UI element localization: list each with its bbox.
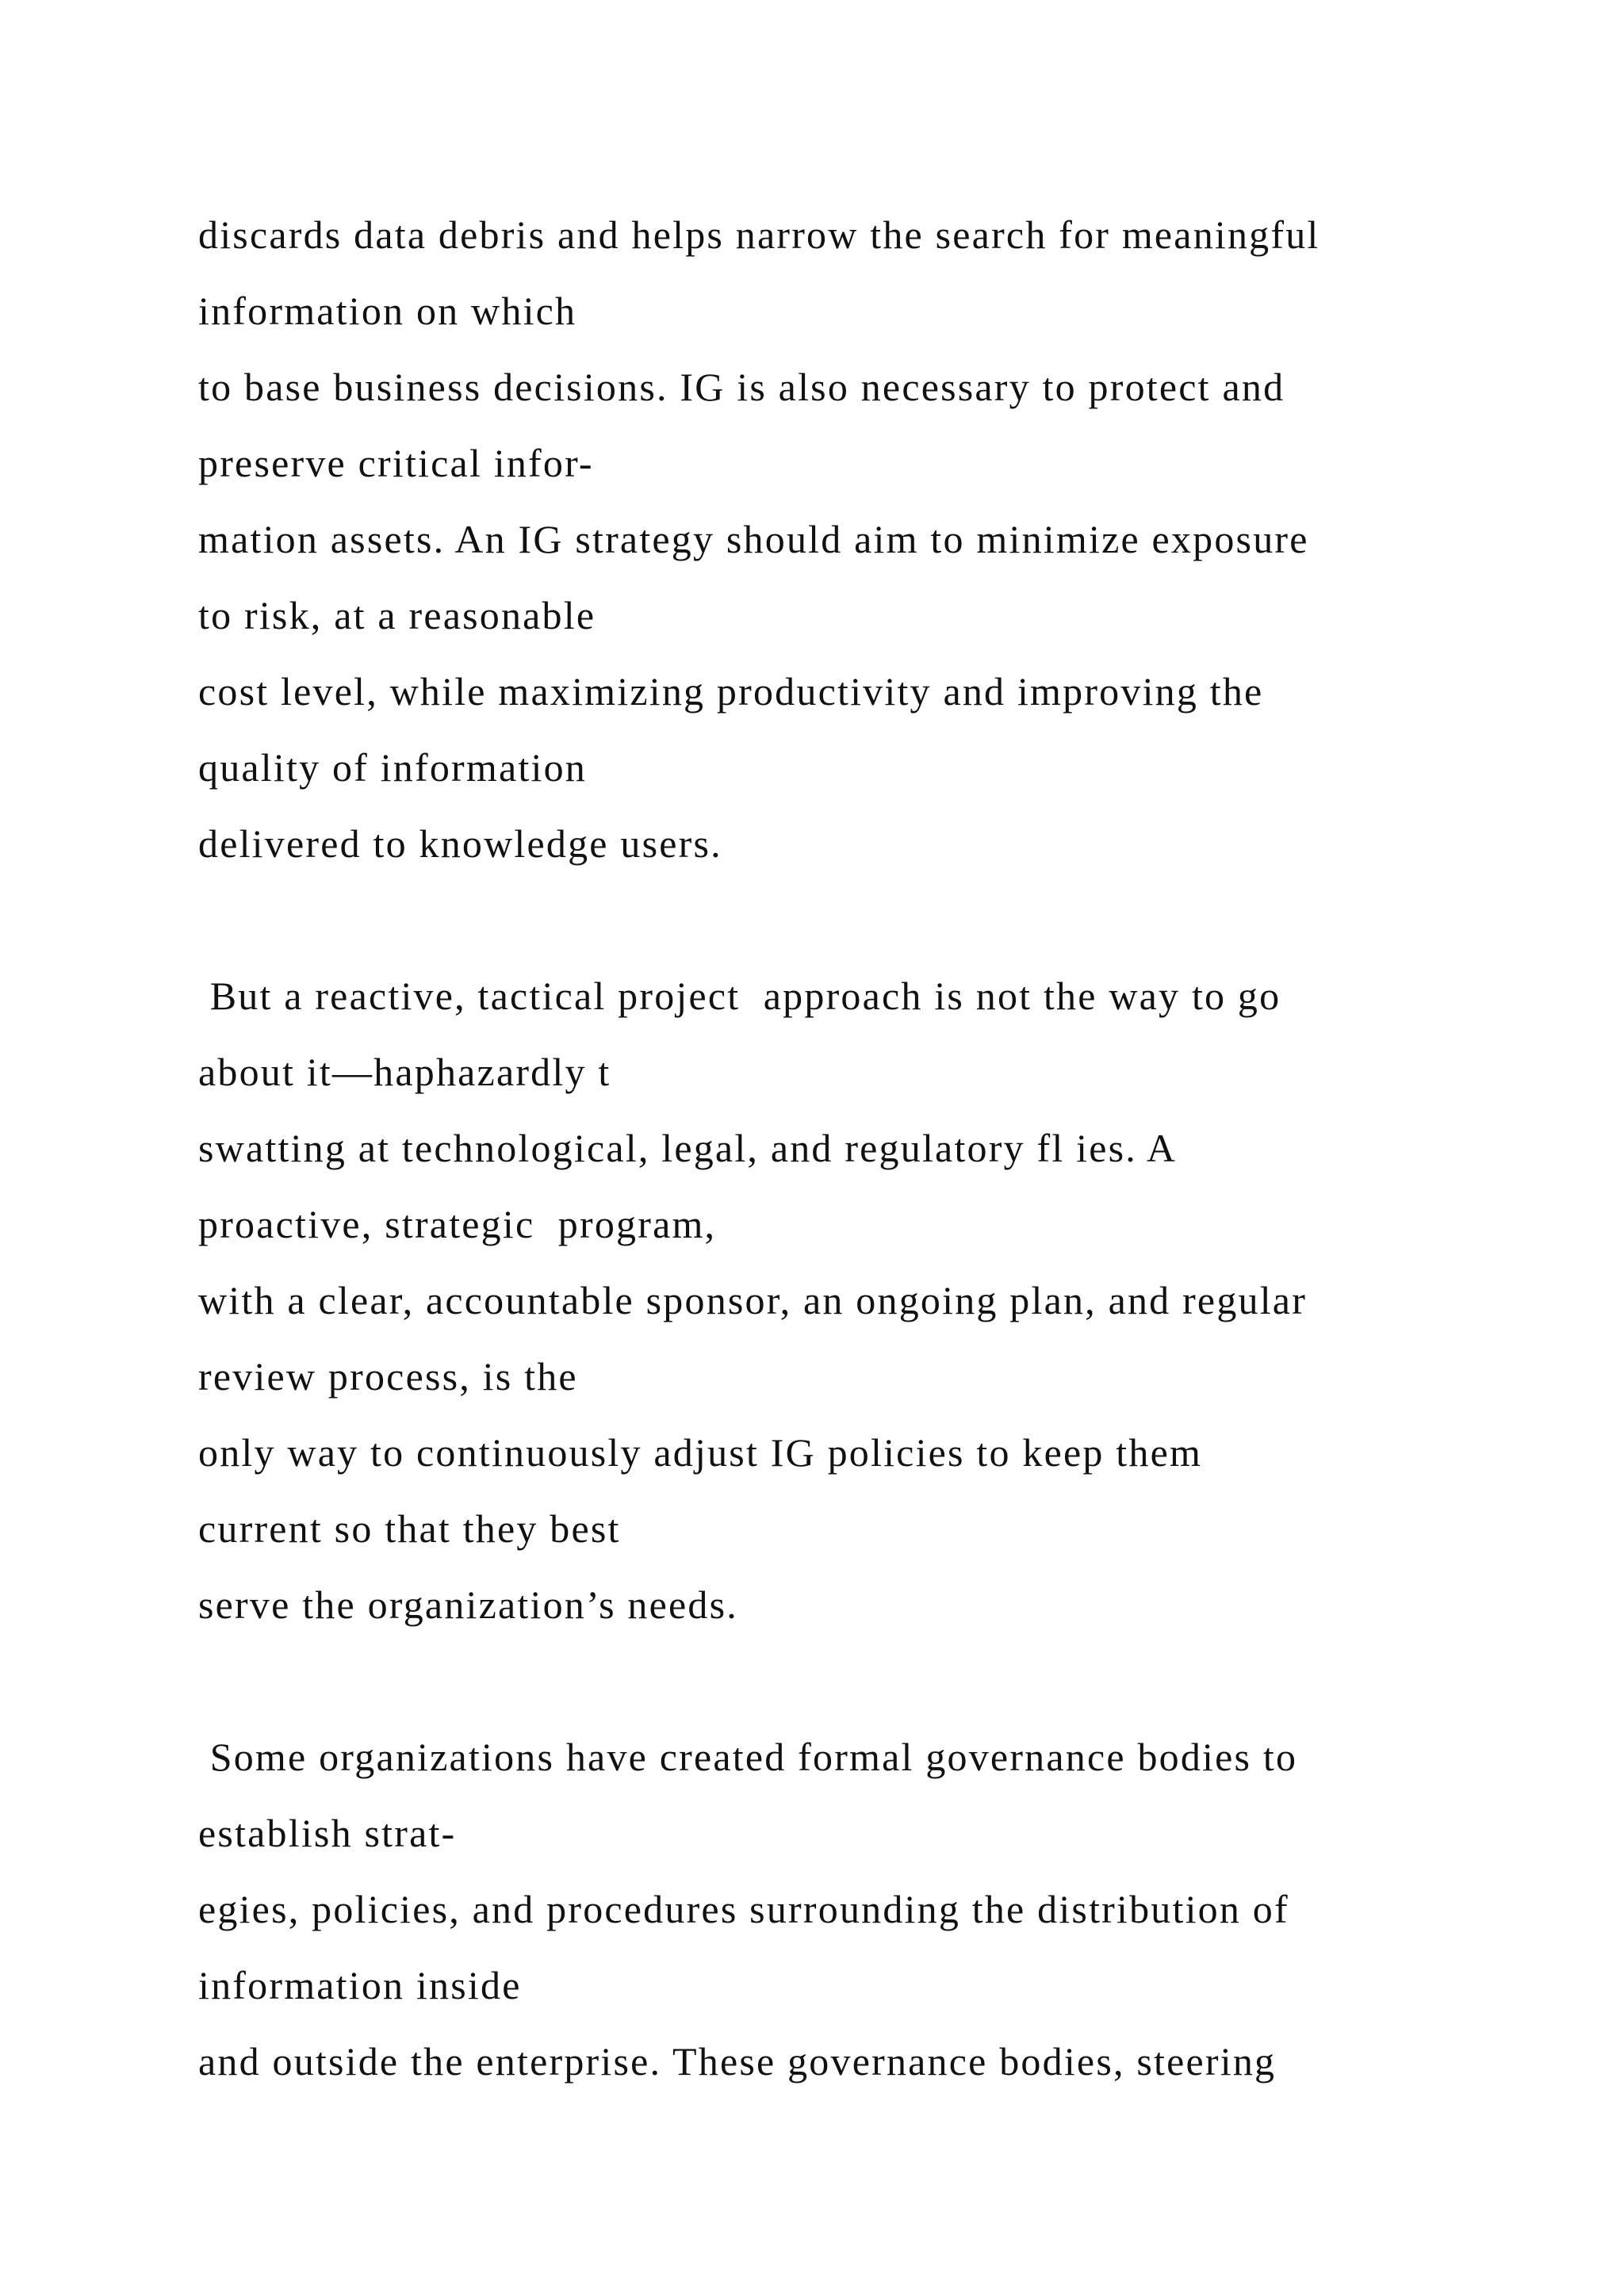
paragraph-gap <box>198 1643 1546 1719</box>
text-line: swatting at technological, legal, and regulatory fl ies. A <box>198 1126 1178 1170</box>
text-line: only way to continuously adjust IG policies to keep them <box>198 1430 1203 1475</box>
text-line: serve the organization’s needs. <box>198 1582 738 1627</box>
text-line: delivered to knowledge users. <box>198 821 722 866</box>
text-line: information inside <box>198 1963 522 2007</box>
text-line: proactive, strategic program, <box>198 1202 717 1246</box>
paragraph-gap <box>198 882 1546 958</box>
text-line: But a reactive, tactical project approach is not the way to go <box>198 974 1281 1018</box>
text-line: mation assets. An IG strategy should aim to minimize exposure <box>198 517 1309 561</box>
text-line: egies, policies, and procedures surrounding the distribution of <box>198 1887 1289 1931</box>
text-line: and outside the enterprise. These governance bodies, steering <box>198 2039 1277 2084</box>
text-line: to base business decisions. IG is also necessary to protect and <box>198 365 1285 409</box>
text-line: current so that they best <box>198 1506 621 1551</box>
text-line: to risk, at a reasonable <box>198 593 596 637</box>
text-line: quality of information <box>198 745 587 790</box>
text-line: with a clear, accountable sponsor, an ongoing plan, and regular <box>198 1278 1308 1322</box>
document-body <box>198 197 1546 2099</box>
text-line: discards data debris and helps narrow the search for meaningful <box>198 212 1320 257</box>
text-line: Some organizations have created formal governance bodies to <box>198 1735 1298 1779</box>
text-line: cost level, while maximizing productivity and improving the <box>198 669 1264 714</box>
text-line: establish strat- <box>198 1811 457 1855</box>
text-line: information on which <box>198 289 577 333</box>
text-line: review process, is the <box>198 1354 578 1399</box>
text-line: preserve critical infor- <box>198 441 594 485</box>
text-line: about it—haphazardly t <box>198 1050 611 1094</box>
